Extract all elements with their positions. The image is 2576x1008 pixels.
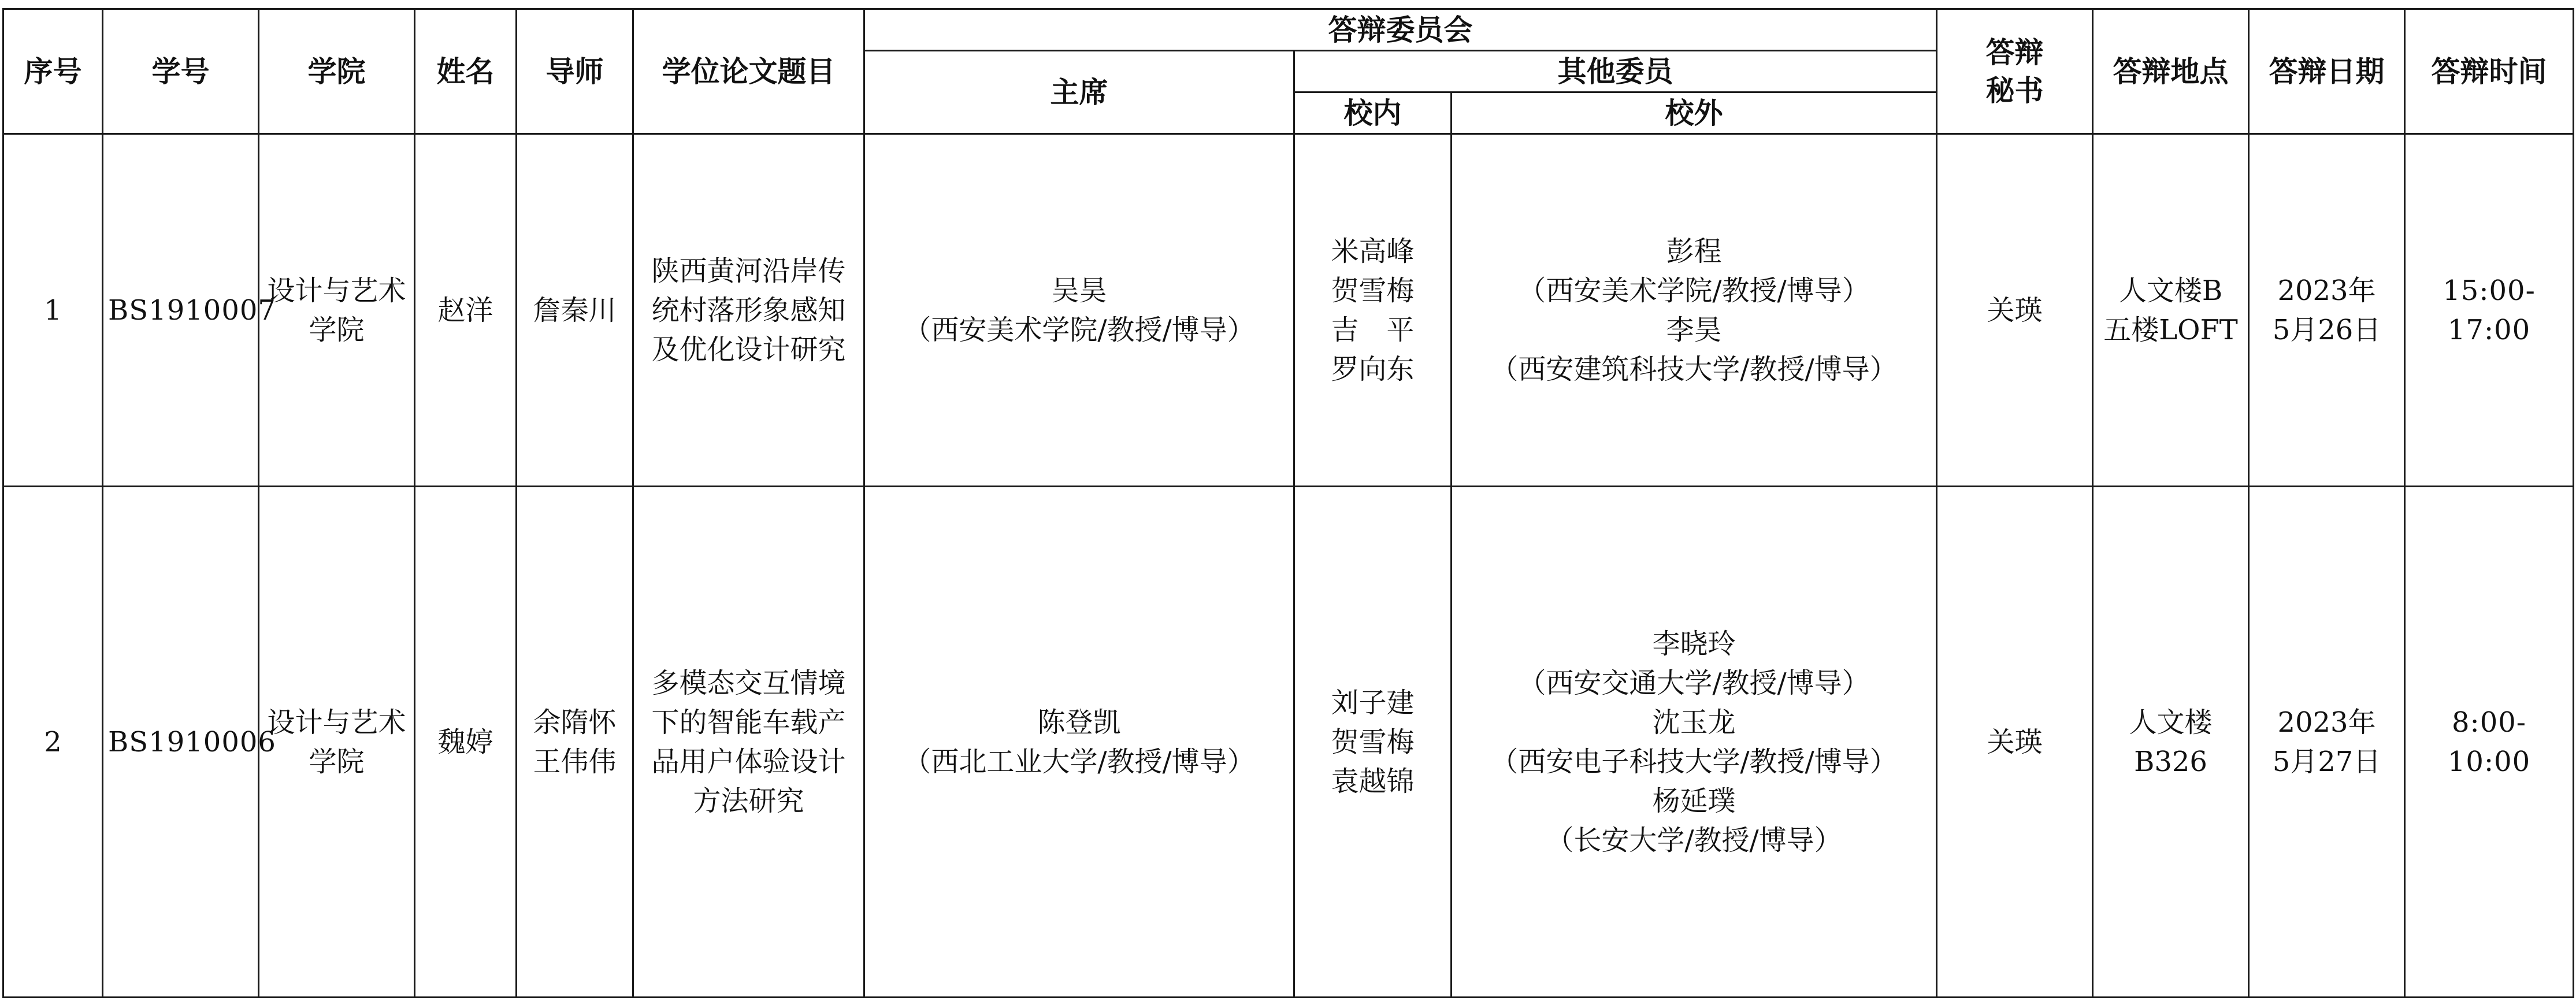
time-line: 15:00- [2443,274,2536,307]
cell-location [2093,487,2249,998]
header-college: 学院 [259,9,415,134]
cell-advisor [517,487,633,998]
cell-advisor [517,134,633,487]
header-other-members: 其他委员 [1294,51,1937,92]
date-line: 5月26日 [2272,313,2381,346]
header-location: 答辩地点 [2093,9,2249,134]
table-row [3,134,2574,487]
college-text: 设计与艺术学院 [267,274,406,346]
header-date: 答辩日期 [2249,9,2405,134]
cell-secretary: 关瑛 [1937,487,2093,998]
cell-thesis-title [633,134,864,487]
location-line: 人文楼 [2129,706,2213,739]
time-line: 17:00 [2447,313,2531,346]
date-line: 2023年 [2277,274,2376,307]
thesis-title-text: 陕西黄河沿岸传统村落形象感知及优化设计研究 [651,254,846,366]
cell-student-id: BS1910007 [103,134,259,487]
cell-date [2249,134,2405,487]
header-external: 校外 [1452,92,1937,134]
cell-external-members [1452,487,1937,998]
advisor-line: 詹秦川 [533,294,617,327]
external-member-affiliation: （西安建筑科技大学/教授/博导） [1490,353,1898,386]
cell-college [259,134,415,487]
header-secretary-line-2: 秘书 [1985,73,2044,108]
cell-thesis-title [633,487,864,998]
location-line: B326 [2134,745,2207,778]
internal-member: 米高峰 [1331,235,1415,268]
time-line: 10:00 [2447,745,2531,778]
cell-name: 魏婷 [415,487,517,998]
cell-student-id: BS1910006 [103,487,259,998]
external-member-name: 李昊 [1666,313,1722,346]
cell-time [2405,134,2574,487]
college-text: 设计与艺术学院 [267,706,406,778]
header-student-id: 学号 [103,9,259,134]
cell-external-members [1452,134,1937,487]
external-member-affiliation: （西安交通大学/教授/博导） [1518,666,1870,699]
table-row [3,487,2574,998]
header-secretary-line-1: 答辩 [1985,35,2044,69]
header-row-1 [3,9,2574,51]
cell-internal-members [1294,487,1452,998]
location-line: 人文楼B [2118,274,2223,307]
internal-member: 贺雪梅 [1331,274,1415,307]
time-line: 8:00- [2452,706,2527,739]
internal-member: 袁越锦 [1331,765,1415,798]
advisor-line: 余隋怀 [533,706,617,739]
header-chair: 主席 [864,51,1294,134]
header-secretary [1937,9,2093,134]
header-internal: 校内 [1294,92,1452,134]
location-line: 五楼LOFT [2103,313,2238,346]
date-line: 2023年 [2277,706,2376,739]
external-member-name: 杨延璞 [1652,784,1736,817]
internal-member: 刘子建 [1331,686,1415,719]
chair-name: 吴昊 [1051,274,1107,307]
cell-secretary: 关瑛 [1937,134,2093,487]
internal-member: 吉 平 [1331,313,1415,346]
chair-affiliation: （西安美术学院/教授/博导） [903,313,1255,346]
defense-schedule-table [2,8,2574,998]
external-member-affiliation: （西安电子科技大学/教授/博导） [1490,745,1898,778]
external-member-name: 彭程 [1666,235,1722,268]
thesis-title-text: 多模态交互情境下的智能车载产品用户体验设计方法研究 [651,666,846,817]
internal-member: 罗向东 [1331,353,1415,386]
cell-chair [864,134,1294,487]
external-member-name: 沈玉龙 [1652,706,1736,739]
header-advisor: 导师 [517,9,633,134]
cell-seq: 1 [3,134,103,487]
header-seq: 序号 [3,9,103,134]
advisor-line: 王伟伟 [533,745,617,778]
external-member-affiliation: （西安美术学院/教授/博导） [1518,274,1870,307]
cell-seq: 2 [3,487,103,998]
external-member-affiliation: （长安大学/教授/博导） [1546,824,1842,857]
internal-member: 贺雪梅 [1331,725,1415,758]
chair-name: 陈登凯 [1037,706,1121,739]
cell-time [2405,487,2574,998]
cell-location [2093,134,2249,487]
header-time: 答辩时间 [2405,9,2574,134]
chair-affiliation: （西北工业大学/教授/博导） [903,745,1255,778]
date-line: 5月27日 [2272,745,2381,778]
header-committee: 答辩委员会 [864,9,1937,51]
external-member-name: 李晓玲 [1652,627,1736,660]
cell-college [259,487,415,998]
cell-name: 赵洋 [415,134,517,487]
header-name: 姓名 [415,9,517,134]
cell-date [2249,487,2405,998]
header-thesis-title: 学位论文题目 [633,9,864,134]
cell-internal-members [1294,134,1452,487]
cell-chair [864,487,1294,998]
